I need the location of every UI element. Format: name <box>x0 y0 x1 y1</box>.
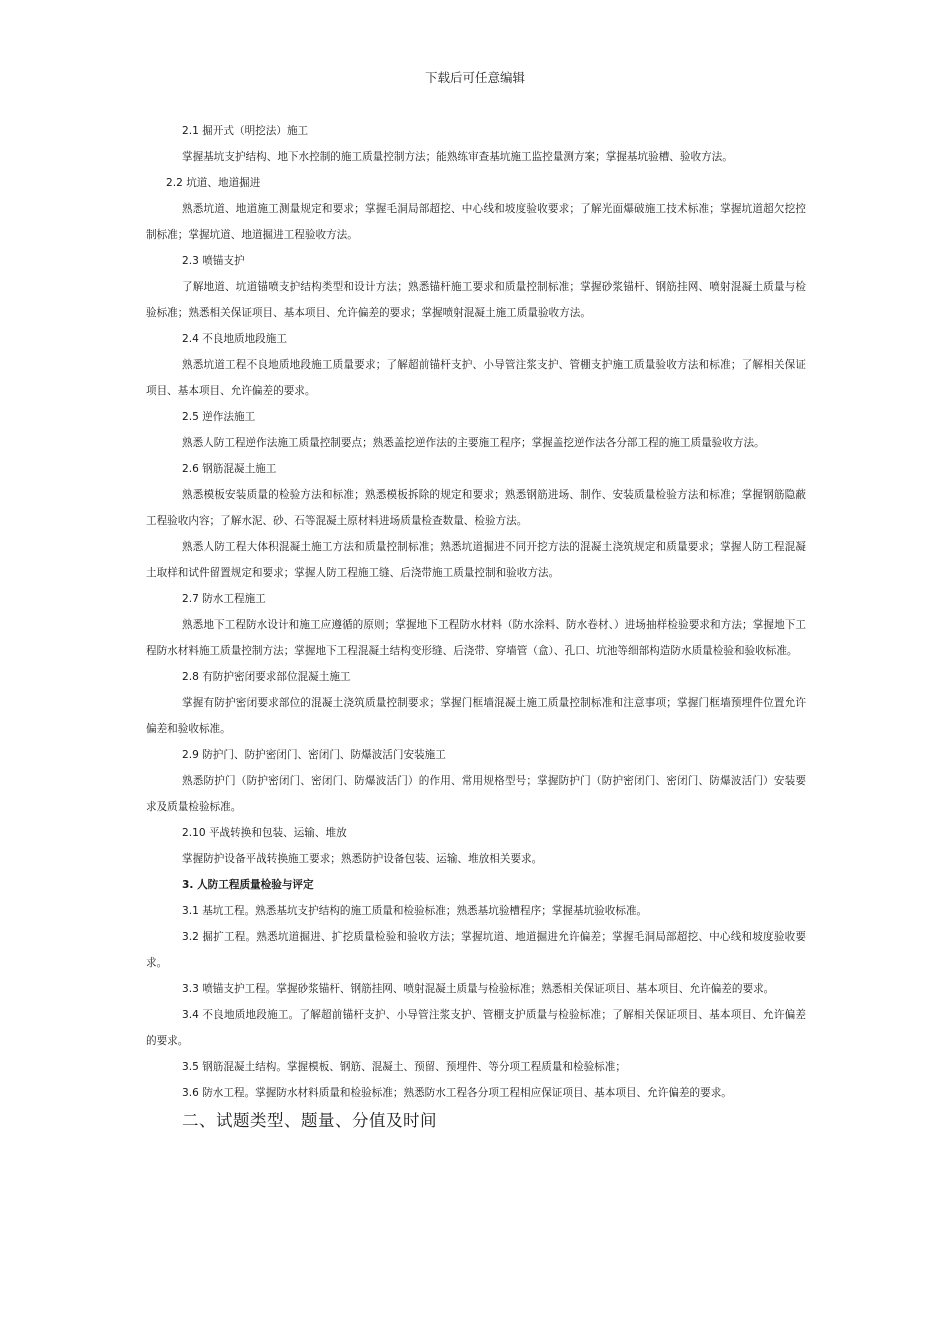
subsection-heading: 2.7 防水工程施工 <box>182 593 266 605</box>
paragraph: 熟悉人防工程大体积混凝土施工方法和质量控制标准；熟悉坑道掘进不同开挖方法的混凝土浇筑规定和质量要求；掌握人防工程混凝土取样和试件留置规定和要求；掌握人防工程施工缝、后浇带施工质量控制和验收方法。 <box>146 541 806 579</box>
paragraph: 熟悉模板安装质量的检验方法和标准；熟悉模板拆除的规定和要求；熟悉钢筋进场、制作、安装质量检验方法和标准；掌握钢筋隐蔽工程验收内容；了解水泥、砂、石等混凝土原材料进场质量检查数量、检验方法。 <box>146 489 806 527</box>
chapter-heading: 二、试题类型、题量、分值及时间 <box>182 1111 437 1130</box>
list-item: 3.1 基坑工程。熟悉基坑支护结构的施工质量和检验标准；熟悉基坑验槽程序；掌握基坑验收标准。 <box>182 905 648 917</box>
paragraph: 掌握基坑支护结构、地下水控制的施工质量控制方法；能熟练审查基坑施工监控量测方案；掌握基坑验槽、验收方法。 <box>182 151 733 163</box>
paragraph: 熟悉防护门（防护密闭门、密闭门、防爆波活门）的作用、常用规格型号；掌握防护门（防护密闭门、密闭门、防爆波活门）安装要求及质量检验标准。 <box>146 775 806 813</box>
document-body <box>146 118 806 1134</box>
subsection-heading: 2.2 坑道、地道掘进 <box>166 177 261 189</box>
section-heading: 3. 人防工程质量检验与评定 <box>182 879 314 891</box>
paragraph: 熟悉坑道工程不良地质地段施工质量要求；了解超前锚杆支护、小导管注浆支护、管棚支护施工质量验收方法和标准；了解相关保证项目、基本项目、允许偏差的要求。 <box>146 359 806 397</box>
list-item: 3.5 钢筋混凝土结构。掌握模板、钢筋、混凝土、预留、预埋件、等分项工程质量和检验标准； <box>182 1061 626 1073</box>
list-item: 3.2 掘扩工程。熟悉坑道掘进、扩挖质量检验和验收方法；掌握坑道、地道掘进允许偏差；掌握毛洞局部超挖、中心线和坡度验收要求。 <box>146 931 806 969</box>
list-item: 3.4 不良地质地段施工。了解超前锚杆支护、小导管注浆支护、管棚支护质量与检验标准；了解相关保证项目、基本项目、允许偏差的要求。 <box>146 1009 806 1047</box>
subsection-heading: 2.4 不良地质地段施工 <box>182 333 287 345</box>
paragraph: 熟悉人防工程逆作法施工质量控制要点；熟悉盖挖逆作法的主要施工程序；掌握盖挖逆作法各分部工程的施工质量验收方法。 <box>182 437 765 449</box>
subsection-heading: 2.5 逆作法施工 <box>182 411 256 423</box>
page-header: 下载后可任意编辑 <box>424 70 525 85</box>
paragraph: 熟悉地下工程防水设计和施工应遵循的原则；掌握地下工程防水材料（防水涂料、防水卷材、）进场抽样检验要求和方法；掌握地下工程防水材料施工质量控制方法；掌握地下工程混凝土结构变形缝、后浇带、穿墙管（盒）、孔口、坑池等细部构造防水质量检验和验收标准。 <box>146 619 806 657</box>
subsection-heading: 2.9 防护门、防护密闭门、密闭门、防爆波活门安装施工 <box>182 749 446 761</box>
paragraph: 熟悉坑道、地道施工测量规定和要求；掌握毛洞局部超挖、中心线和坡度验收要求；了解光面爆破施工技术标准；掌握坑道超欠挖控制标准；掌握坑道、地道掘进工程验收方法。 <box>146 203 806 241</box>
paragraph: 了解地道、坑道锚喷支护结构类型和设计方法；熟悉锚杆施工要求和质量控制标准；掌握砂浆锚杆、钢筋挂网、喷射混凝土质量与检验标准；熟悉相关保证项目、基本项目、允许偏差的要求；掌握喷射混凝土施工质量验收方法。 <box>146 281 806 319</box>
subsection-heading: 2.6 钢筋混凝土施工 <box>182 463 277 475</box>
list-item: 3.3 喷锚支护工程。掌握砂浆锚杆、钢筋挂网、喷射混凝土质量与检验标准；熟悉相关保证项目、基本项目、允许偏差的要求。 <box>182 983 775 995</box>
subsection-heading: 2.8 有防护密闭要求部位混凝土施工 <box>182 671 351 683</box>
paragraph: 掌握防护设备平战转换施工要求；熟悉防护设备包装、运输、堆放相关要求。 <box>182 853 543 865</box>
list-item: 3.6 防水工程。掌握防水材料质量和检验标准；熟悉防水工程各分项工程相应保证项目、基本项目、允许偏差的要求。 <box>182 1087 732 1099</box>
subsection-heading: 2.1 掘开式（明挖法）施工 <box>182 125 309 137</box>
paragraph: 掌握有防护密闭要求部位的混凝土浇筑质量控制要求；掌握门框墙混凝土施工质量控制标准和注意事项；掌握门框墙预埋件位置允许偏差和验收标准。 <box>146 697 806 735</box>
subsection-heading: 2.10 平战转换和包装、运输、堆放 <box>182 827 347 839</box>
subsection-heading: 2.3 喷锚支护 <box>182 255 245 267</box>
